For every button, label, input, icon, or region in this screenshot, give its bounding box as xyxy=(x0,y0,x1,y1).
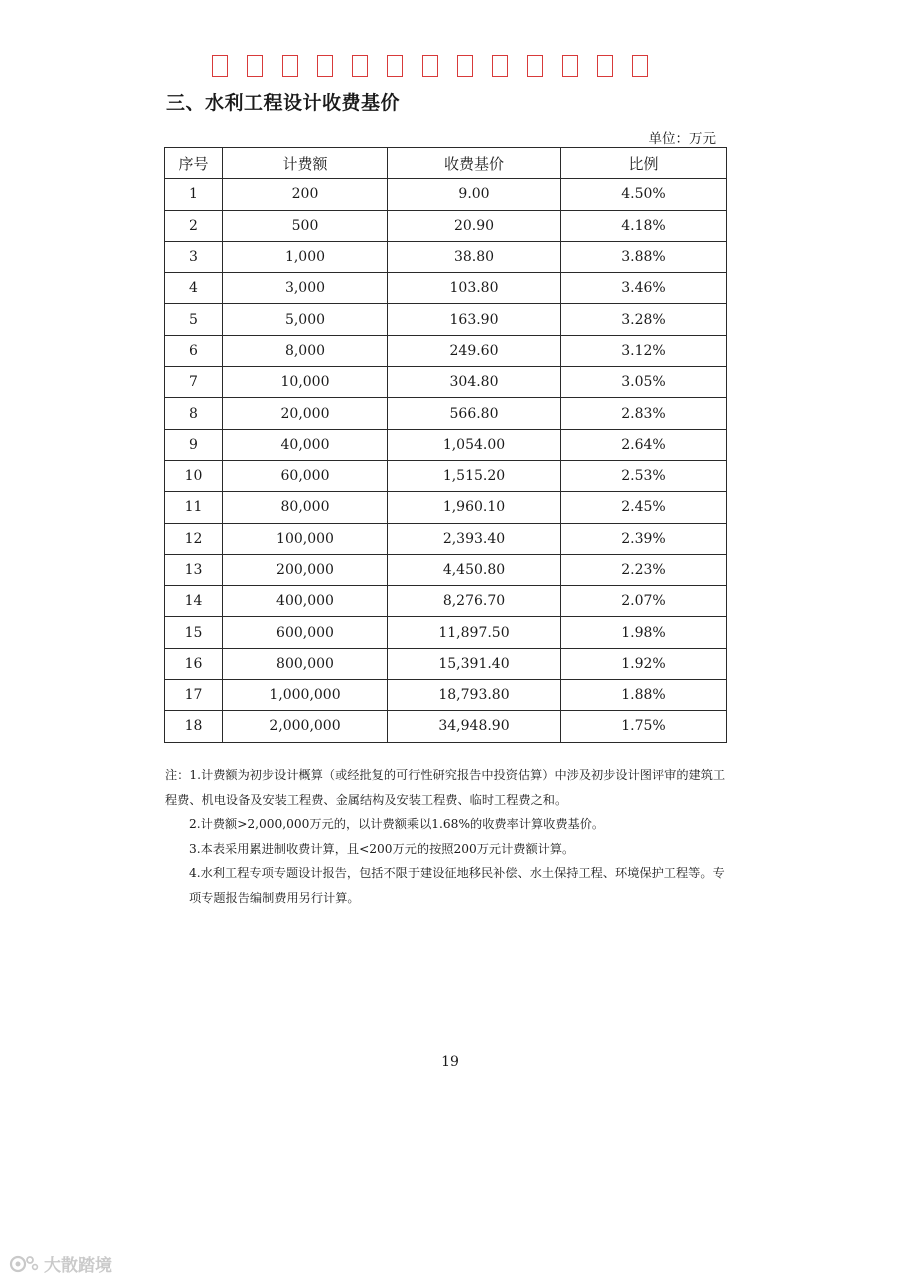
table-row xyxy=(165,586,727,617)
table-row xyxy=(165,492,727,523)
cell-base-price: 1,515.20 xyxy=(388,460,561,491)
cell-ratio: 4.18% xyxy=(561,210,727,241)
cell-ratio: 1.92% xyxy=(561,648,727,679)
cell-index: 7 xyxy=(165,367,223,398)
table-row xyxy=(165,367,727,398)
cell-fee-base: 400,000 xyxy=(223,586,388,617)
cell-index: 3 xyxy=(165,241,223,272)
table-row xyxy=(165,680,727,711)
unit-label: 单位：万元 xyxy=(648,131,716,147)
cell-fee-base: 3,000 xyxy=(223,273,388,304)
cell-ratio: 1.75% xyxy=(561,711,727,742)
red-box xyxy=(247,55,263,77)
cell-index: 13 xyxy=(165,554,223,585)
cell-index: 18 xyxy=(165,711,223,742)
header-ratio: 比例 xyxy=(561,148,727,179)
cell-base-price: 34,948.90 xyxy=(388,711,561,742)
red-box xyxy=(562,55,578,77)
cell-base-price: 20.90 xyxy=(388,210,561,241)
cell-ratio: 1.88% xyxy=(561,680,727,711)
red-box xyxy=(457,55,473,77)
cell-index: 11 xyxy=(165,492,223,523)
watermark xyxy=(8,1251,112,1276)
cell-ratio: 2.64% xyxy=(561,429,727,460)
cell-ratio: 2.53% xyxy=(561,460,727,491)
table-row xyxy=(165,241,727,272)
cell-index: 5 xyxy=(165,304,223,335)
cell-fee-base: 80,000 xyxy=(223,492,388,523)
table-row xyxy=(165,554,727,585)
cell-ratio: 3.12% xyxy=(561,335,727,366)
table-row xyxy=(165,179,727,210)
table-row xyxy=(165,398,727,429)
header-index: 序号 xyxy=(165,148,223,179)
cell-ratio: 1.98% xyxy=(561,617,727,648)
red-box xyxy=(317,55,333,77)
cell-index: 2 xyxy=(165,210,223,241)
cell-fee-base: 500 xyxy=(223,210,388,241)
cell-ratio: 2.07% xyxy=(561,586,727,617)
cell-fee-base: 1,000 xyxy=(223,241,388,272)
red-box xyxy=(352,55,368,77)
cell-ratio: 3.88% xyxy=(561,241,727,272)
table-row xyxy=(165,523,727,554)
notes xyxy=(165,763,735,910)
table-row xyxy=(165,273,727,304)
cell-index: 10 xyxy=(165,460,223,491)
cell-fee-base: 20,000 xyxy=(223,398,388,429)
table-row xyxy=(165,711,727,742)
watermark-text: 大散踏境 xyxy=(44,1256,112,1276)
red-box xyxy=(282,55,298,77)
cell-ratio: 2.23% xyxy=(561,554,727,585)
cell-index: 8 xyxy=(165,398,223,429)
cell-fee-base: 600,000 xyxy=(223,617,388,648)
note-1: 注：1.计费额为初步设计概算（或经批复的可行性研究报告中投资估算）中涉及初步设计图评审的建筑工程费、机电设备及安装工程费、金属结构及安装工程费、临时工程费之和。 xyxy=(165,768,726,807)
red-box xyxy=(212,55,228,77)
cell-fee-base: 100,000 xyxy=(223,523,388,554)
cell-base-price: 18,793.80 xyxy=(388,680,561,711)
cell-fee-base: 200,000 xyxy=(223,554,388,585)
cell-fee-base: 40,000 xyxy=(223,429,388,460)
red-box xyxy=(422,55,438,77)
table-row xyxy=(165,648,727,679)
cell-index: 1 xyxy=(165,179,223,210)
cell-fee-base: 8,000 xyxy=(223,335,388,366)
cell-fee-base: 10,000 xyxy=(223,367,388,398)
fee-table-container xyxy=(164,147,726,743)
red-box xyxy=(632,55,648,77)
red-box xyxy=(492,55,508,77)
cell-index: 15 xyxy=(165,617,223,648)
red-box-row xyxy=(212,55,648,77)
cell-fee-base: 5,000 xyxy=(223,304,388,335)
table-header-row xyxy=(165,148,727,179)
header-fee-base: 计费额 xyxy=(223,148,388,179)
cell-base-price: 566.80 xyxy=(388,398,561,429)
cell-ratio: 2.39% xyxy=(561,523,727,554)
cell-base-price: 38.80 xyxy=(388,241,561,272)
page-number: 19 xyxy=(441,1054,459,1070)
header-base-price: 收费基价 xyxy=(388,148,561,179)
cell-base-price: 15,391.40 xyxy=(388,648,561,679)
cell-ratio: 3.46% xyxy=(561,273,727,304)
cell-base-price: 1,054.00 xyxy=(388,429,561,460)
table-row xyxy=(165,210,727,241)
table-row xyxy=(165,460,727,491)
cell-base-price: 11,897.50 xyxy=(388,617,561,648)
cell-ratio: 4.50% xyxy=(561,179,727,210)
circle-logo-icon xyxy=(8,1254,40,1274)
cell-ratio: 3.05% xyxy=(561,367,727,398)
cell-base-price: 1,960.10 xyxy=(388,492,561,523)
cell-fee-base: 1,000,000 xyxy=(223,680,388,711)
table-row xyxy=(165,429,727,460)
red-box xyxy=(527,55,543,77)
cell-index: 4 xyxy=(165,273,223,304)
cell-fee-base: 200 xyxy=(223,179,388,210)
note-3: 3.本表采用累进制收费计算，且<200万元的按照200万元计费额计算。 xyxy=(189,841,575,856)
cell-index: 9 xyxy=(165,429,223,460)
cell-ratio: 2.45% xyxy=(561,492,727,523)
cell-index: 14 xyxy=(165,586,223,617)
cell-fee-base: 800,000 xyxy=(223,648,388,679)
cell-base-price: 4,450.80 xyxy=(388,554,561,585)
cell-fee-base: 2,000,000 xyxy=(223,711,388,742)
table-row xyxy=(165,335,727,366)
fee-table xyxy=(164,147,727,743)
cell-index: 17 xyxy=(165,680,223,711)
cell-base-price: 9.00 xyxy=(388,179,561,210)
cell-base-price: 103.80 xyxy=(388,273,561,304)
note-4: 4.水利工程专项专题设计报告，包括不限于建设征地移民补偿、水土保持工程、环境保护工程等。专项专题报告编制费用另行计算。 xyxy=(189,866,725,905)
cell-index: 12 xyxy=(165,523,223,554)
red-box xyxy=(387,55,403,77)
table-row xyxy=(165,304,727,335)
cell-index: 6 xyxy=(165,335,223,366)
table-row xyxy=(165,617,727,648)
cell-ratio: 3.28% xyxy=(561,304,727,335)
cell-ratio: 2.83% xyxy=(561,398,727,429)
note-2: 2.计费额>2,000,000万元的，以计费额乘以1.68%的收费率计算收费基价。 xyxy=(189,817,605,831)
cell-index: 16 xyxy=(165,648,223,679)
cell-base-price: 2,393.40 xyxy=(388,523,561,554)
cell-base-price: 163.90 xyxy=(388,304,561,335)
cell-base-price: 249.60 xyxy=(388,335,561,366)
red-box xyxy=(597,55,613,77)
cell-base-price: 8,276.70 xyxy=(388,586,561,617)
section-title: 三、水利工程设计收费基价 xyxy=(166,92,401,114)
cell-base-price: 304.80 xyxy=(388,367,561,398)
cell-fee-base: 60,000 xyxy=(223,460,388,491)
